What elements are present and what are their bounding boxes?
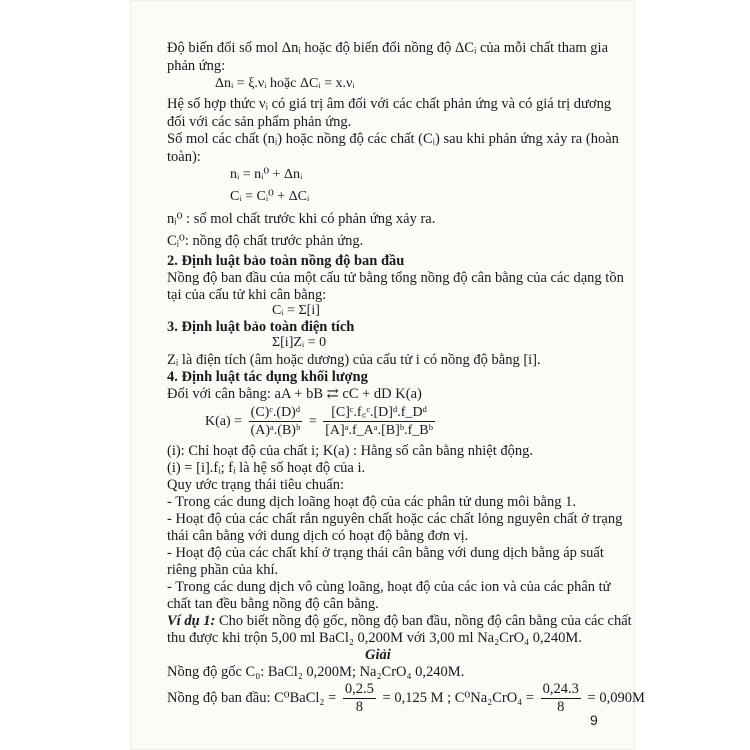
solution-heading: Giải [365,647,391,663]
page-number: 9 [590,712,598,728]
example-line [167,612,632,630]
example-text: Cho biết nồng độ gốc, nồng độ ban đầu, nồng độ cân bằng của các chất [215,613,632,629]
text-line: (i): Chỉ hoạt độ của chất i; K(a) : Hằng số cân bằng nhiệt động. [167,443,534,459]
bacl2-result: = 0,125 M ; C⁰Na₂CrO₄ = [382,690,535,706]
na2cro4-fraction [541,681,581,716]
section-heading-2: 2. Định luật bảo toàn nồng độ ban đầu [167,253,405,269]
equation-charge: Σ[i]Zᵢ = 0 [272,335,327,350]
equilibrium-constant-formula [205,402,438,442]
section-heading-4: 4. Định luật tác dụng khối lượng [167,369,368,385]
activity-fraction [249,404,303,439]
example-label: Ví dụ 1: [167,613,216,629]
text-line: - Hoạt độ của các chất rắn nguyên chất hoặc các chất lỏng nguyên chất ở trạng [167,511,623,527]
text-line: Quy ước trạng thái tiêu chuẩn: [167,477,344,493]
fraction-denominator: 8 [541,698,581,716]
na2cro4-result: = 0,090M [587,690,645,706]
initial-concentration-line [167,678,645,718]
equation-delta: Δnᵢ = ξ.νᵢ hoặc ΔCᵢ = x.νᵢ [215,76,355,91]
k-left: K(a) = [205,414,243,429]
text-line: toàn): [167,149,201,165]
text-line: Zᵢ là điện tích (âm hoặc dương) của cấu tử i có nồng độ bằng [i]. [167,352,541,368]
text-line: Độ biến đổi số mol Δnᵢ hoặc độ biến đổi nồng độ ΔCᵢ của mỗi chất tham gia [167,40,609,56]
text-line: Hệ số hợp thức νᵢ có giá trị âm đối với các chất phản ứng và có giá trị dương [167,96,612,112]
text-line: (i) = [i].fᵢ; fᵢ là hệ số hoạt độ của i. [167,460,366,476]
fraction-numerator: 0,24.3 [542,681,579,698]
fraction-numerator: 0,2.5 [344,681,374,698]
bacl2-fraction [343,681,376,716]
text-line: Nồng độ ban đầu của một cấu tử bằng tổng nồng độ cân bằng của các dạng tồn [167,270,624,286]
text-line: Nồng độ gốc C₀: BaCl₂ 0,200M; Na₂CrO₄ 0,240M. [167,664,465,680]
equals-sign: = [308,414,317,429]
equation-c: Cᵢ = Cᵢ⁰ + ΔCᵢ [230,189,310,204]
text-line: Đối với cân bằng: aA + bB ⇄ cC + dD K(a) [167,386,422,402]
text-line: nᵢ⁰ : số mol chất trước khi có phản ứng xảy ra. [167,211,436,227]
text-line: Cᵢ⁰: nồng độ chất trước phản ứng. [167,233,364,249]
fraction-numerator: (C)ᶜ.(D)ᵈ [250,405,301,421]
text-line: đối với các sản phẩm phản ứng. [167,114,352,130]
equation-sum: Cᵢ = Σ[i] [272,303,320,318]
text-line: - Trong các dung dịch loãng hoạt độ của các phân tử dung môi bằng 1. [167,494,576,510]
text-line: thu được khi trộn 5,00 ml BaCl₂ 0,200M với 3,00 ml Na₂CrO₄ 0,240M. [167,630,582,646]
text-line: tại của cấu tử khi cân bằng: [167,287,327,303]
text-line: Số mol các chất (nᵢ) hoặc nồng độ các chất (Cᵢ) sau khi phản ứng xảy ra (hoàn [167,131,619,147]
fraction-numerator: [C]ᶜ.f꜀ᶜ.[D]ᵈ.f_Dᵈ [331,405,427,421]
text-line: riêng phần của khí. [167,562,279,578]
text-line: thái cân bằng với dung dịch có hoạt độ bằng đơn vị. [167,528,469,544]
equation-n: nᵢ = nᵢ⁰ + Δnᵢ [230,167,303,182]
initial-label: Nồng độ ban đầu: C⁰BaCl₂ = [167,690,337,706]
section-heading-3: 3. Định luật bảo toàn điện tích [167,319,355,335]
text-line: - Trong các dung dịch vô cùng loãng, hoạt độ của các ion và của các phân tử [167,579,611,595]
text-line: - Hoạt độ của các chất khí ở trạng thái cân bằng với dung dịch bằng áp suất [167,545,604,561]
fraction-denominator: 8 [343,698,376,716]
fraction-denominator: [A]ᵃ.f_Aᵃ.[B]ᵇ.f_Bᵇ [325,423,433,439]
text-line: chất tan đều bằng nồng độ cân bằng. [167,596,379,612]
concentration-fraction [323,404,435,439]
fraction-denominator: (A)ᵃ.(B)ᵇ [250,423,301,439]
text-line: phản ứng: [167,58,226,74]
